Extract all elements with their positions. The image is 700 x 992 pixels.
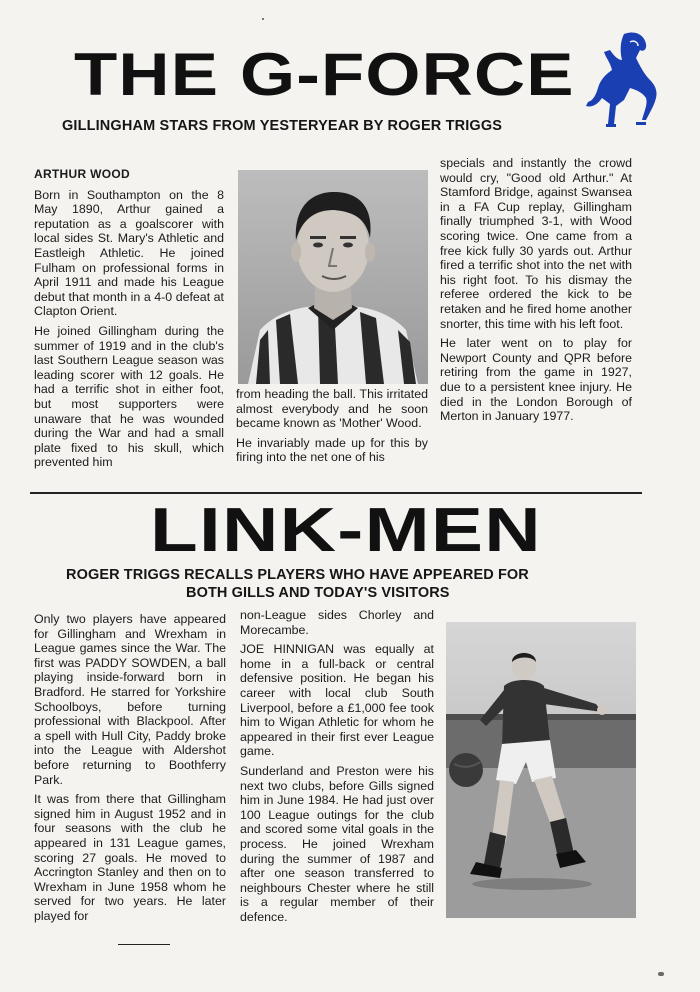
paragraph: It was from there that Gillingham signed him in August 1952 and in four seasons with the club he appeared in 131 League games, scoring 27 goals. He moved to Accrington Stanley and then on to Wrexham in June 1958 whom he served for two years. He later played for — [34, 792, 226, 923]
paragraph: Born in Southampton on the 8 May 1890, Arthur gained a reputation as a goalscorer with local sides St. Mary's Athletic and Eastleigh Athletic. He joined Fulham on professional forms in April 1911 and made his League debut that month in a 4-0 defeat at Clapton Orient. — [34, 187, 224, 319]
linkmen-column-1 — [34, 612, 226, 928]
arthur-wood-column-3 — [440, 156, 632, 429]
horse-logo-icon — [580, 28, 662, 132]
arthur-wood-photo — [238, 170, 428, 384]
paragraph: non-League sides Chorley and Morecambe. — [240, 608, 434, 637]
footballer-action-photo — [446, 622, 636, 918]
linkmen-subtitle-line-2: BOTH GILLS AND TODAY'S VISITORS — [186, 585, 450, 601]
section-divider — [30, 492, 642, 494]
linkmen-title: LINK-MEN — [150, 496, 542, 565]
paragraph: He joined Gillingham during the summer of 1919 and in the club's last Southern League season was leading scorer with 12 goals. He had a terrific shot in either foot, but most supporters were unaware that he was wounded during the War and had a small plate fixed to his skull, which prevented him — [34, 323, 224, 470]
gforce-subtitle: GILLINGHAM STARS FROM YESTERYEAR BY ROGER TRIGGS — [62, 118, 503, 134]
paragraph: from heading the ball. This irritated almost everybody and he soon became known as 'Mother' Wood. — [236, 387, 428, 431]
arthur-wood-column-1 — [34, 167, 224, 475]
printing-speck — [262, 18, 264, 20]
paragraph: specials and instantly the crowd would cry, "Good old Arthur." At Stamford Bridge, against Swansea in a FA Cup replay, Gillingham finally triumphed 3-1, with Wood scoring twice. One came from a free kick fully 30 yards out. Arthur fired a terrific shot into the net with his right foot. To his dismay the referee ordered the kick to be retaken and he fired home another snorter, this time with his left foot. — [440, 156, 632, 331]
underline-mark — [118, 944, 170, 945]
paragraph: JOE HINNIGAN was equally at home in a full-back or central defensive position. He began his career with local club South Liverpool, before a £1,000 fee took him to Wigan Athletic for whom he appeared in their first ever League game. — [240, 642, 434, 759]
printing-speck — [658, 972, 664, 976]
paragraph: Only two players have appeared for Gillingham and Wrexham in League games since the War. The first was PADDY SOWDEN, a ball playing inside-forward born in Bradford. He starred for Yorkshire Schoolboys, before turning professional with Blackpool. After a spell with Hull City, Paddy broke into the League with Aldershot before returning to Boothferry Park. — [34, 612, 226, 787]
linkmen-subtitle-line-1: ROGER TRIGGS RECALLS PLAYERS WHO HAVE APPEARED FOR — [66, 567, 529, 583]
linkmen-column-2 — [240, 608, 434, 929]
player-heading: ARTHUR WOOD — [34, 167, 130, 181]
paragraph: He invariably made up for this by firing into the net one of his — [236, 435, 428, 465]
paragraph: Sunderland and Preston were his next two clubs, before Gills signed him in June 1984. He had just over 100 League outings for the club and scored some vital goals in the process. He joined Wrexham during the summer of 1987 and after one season transferred to neighbours Chester where he still is a regular member of their defence. — [240, 763, 434, 924]
paragraph: He later went on to play for Newport County and QPR before retiring from the game in 1927, due to a persistent knee injury. He died in the London Borough of Merton in January 1977. — [440, 336, 632, 424]
arthur-wood-column-2 — [236, 387, 428, 470]
gforce-title: THE G-FORCE — [74, 41, 575, 108]
